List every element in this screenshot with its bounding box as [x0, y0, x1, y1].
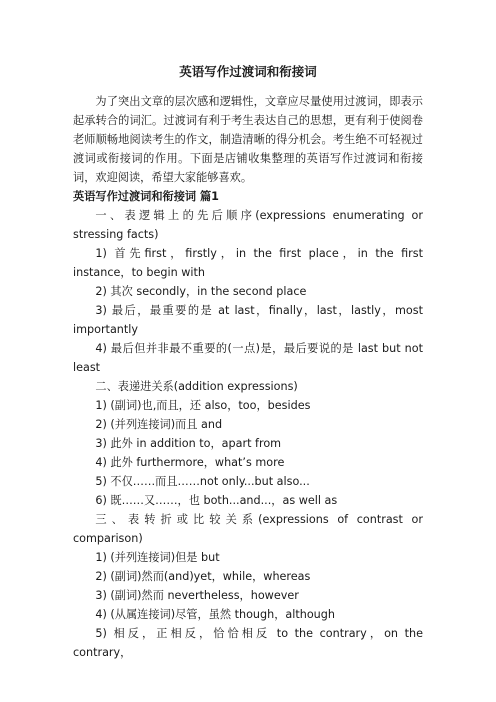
list-item: 5) 相反，正相反，恰恰相反 to the contrary，on the contrary， [73, 627, 423, 659]
list-item: 4) 最后但并非最不重要的(一点)是，最后要说的是 last but not least [73, 342, 423, 374]
list-item: 3) 最后，最重要的是 at last，finally，last，lastly，most importantly [73, 304, 423, 336]
list-item: 6) 既……又……，也 both...and...，as well as [95, 494, 338, 507]
list-item: 2) 其次 secondly，in the second place [95, 285, 307, 298]
list-item: 1) 首先first，firstly，in the first place，in the first instance，to begin with [73, 247, 423, 279]
list-item: 4) 此外 furthermore，what’s more [95, 456, 285, 469]
section-1 [73, 206, 423, 377]
list-item: 4) (从属连接词)尽管，虽然 though，although [95, 608, 335, 621]
list-item: 2) (副词)然而(and)yet，while，whereas [95, 570, 311, 583]
list-item: 2) (并列连接词)而且 and [95, 418, 223, 431]
document-title: 英语写作过渡词和衔接词 [179, 64, 317, 79]
subheading: 英语写作过渡词和衔接词 篇1 [73, 190, 219, 203]
section-3 [73, 510, 423, 662]
list-item: 1) (副词)也,而且，还 also，too，besides [95, 399, 311, 412]
list-item: 1) (并列连接词)但是 but [95, 551, 220, 564]
section-heading: 三、表转折或比较关系(expressions of contrast or comparison) [73, 513, 423, 545]
list-item: 3) 此外 in addition to，apart from [95, 437, 282, 450]
section-heading: 二、表递进关系(addition expressions) [95, 380, 298, 393]
list-item: 3) (副词)然而 nevertheless，however [95, 589, 299, 602]
section-heading: 一、表逻辑上的先后顺序(expressions enumerating or stressing facts) [73, 209, 423, 241]
list-item: 5) 不仅……而且……not only...but also... [95, 475, 310, 488]
intro-paragraph: 为了突出文章的层次感和逻辑性，文章应尽量使用过渡词，即表示起承转合的词汇。过渡词有利于考生表达自己的思想，更有利于使阅卷老师顺畅地阅读考生的作文，制造清晰的得分机会。考生绝不可轻视过渡词或衔接词的作用。下面是店铺收集整理的英语写作过渡词和衔接词，欢迎阅读，希望大家能够喜欢。 [73, 95, 423, 184]
section-2 [73, 377, 423, 510]
